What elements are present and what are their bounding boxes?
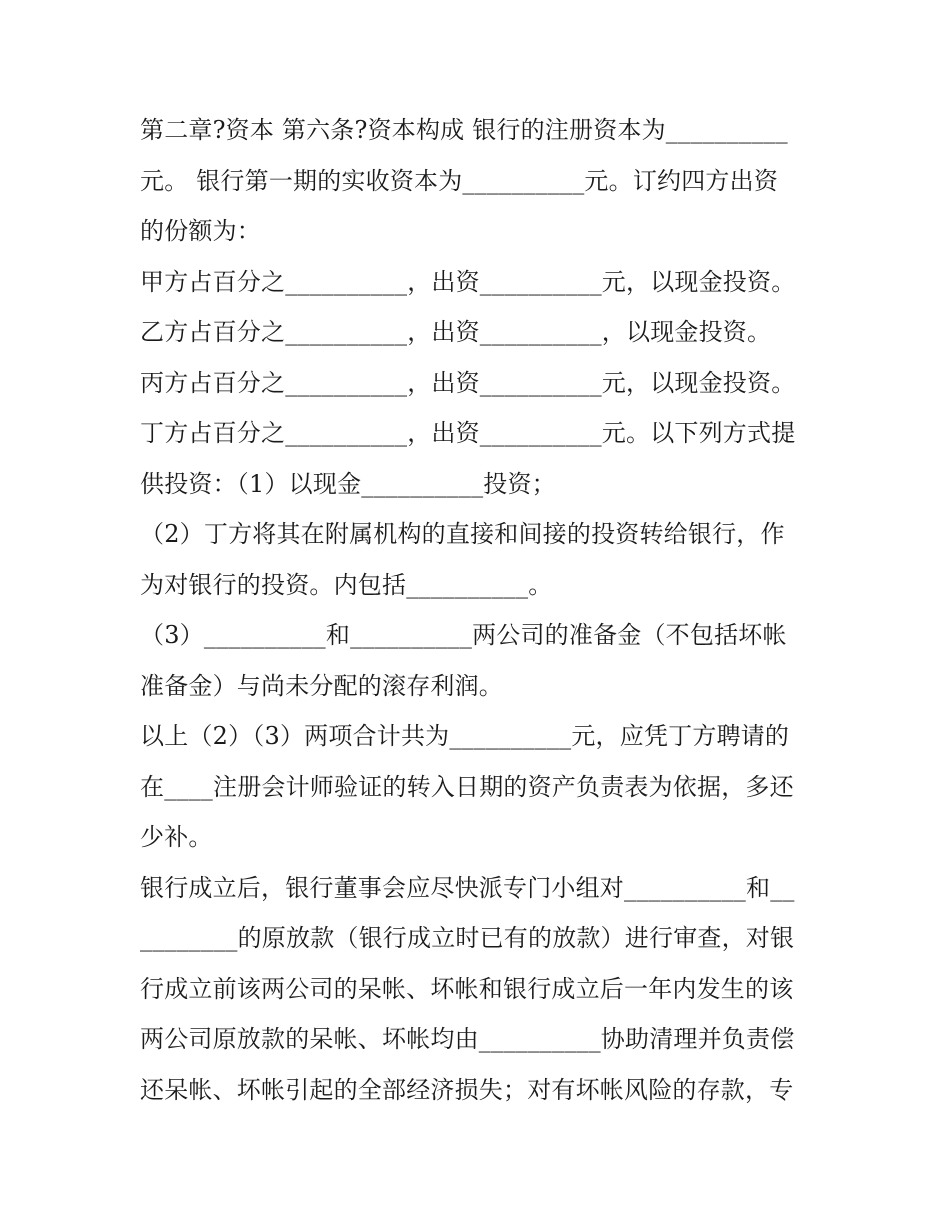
text-line: 少补。 (140, 823, 213, 851)
text-line: （3）__________和__________两公司的准备金（不包括坏帐 (140, 621, 787, 649)
text-line: 第二章?资本 第六条?资本构成 银行的注册资本为__________ (140, 116, 788, 144)
text-line: 两公司原放款的呆帐、坏帐均由__________协助清理并负责偿 (140, 1025, 795, 1053)
text-line: ________的原放款（银行成立时已有的放款）进行审查，对银 (140, 924, 795, 952)
text-line: 准备金）与尚未分配的滚存利润。 (140, 672, 503, 700)
text-line: 行成立前该两公司的呆帐、坏帐和银行成立后一年内发生的该 (140, 975, 794, 1003)
text-line: 以上（2）（3）两项合计共为__________元，应凭丁方聘请的 (140, 722, 790, 750)
text-line: 乙方占百分之__________，出资__________，以现金投资。 (140, 318, 772, 346)
text-line: 银行成立后，银行董事会应尽快派专门小组对__________和__ (140, 874, 795, 902)
text-line: 供投资：（1）以现金__________投资； (140, 470, 556, 498)
text-line: 丁方占百分之__________，出资__________元。以下列方式提 (140, 419, 796, 447)
text-line: 为对银行的投资。内包括__________。 (140, 571, 553, 599)
text-line: 甲方占百分之__________，出资__________元，以现金投资。 (140, 268, 796, 296)
text-line: （2）丁方将其在附属机构的直接和间接的投资转给银行，作 (140, 520, 785, 548)
text-line: 在____注册会计师验证的转入日期的资产负责表为依据，多还 (140, 773, 794, 801)
text-line: 丙方占百分之__________，出资__________元，以现金投资。 (140, 369, 796, 397)
text-line: 还呆帐、坏帐引起的全部经济损失；对有坏帐风险的存款，专 (140, 1076, 794, 1104)
text-line: 元。 银行第一期的实收资本为__________元。订约四方出资 (140, 167, 779, 195)
text-line: 的份额为： (140, 217, 261, 245)
